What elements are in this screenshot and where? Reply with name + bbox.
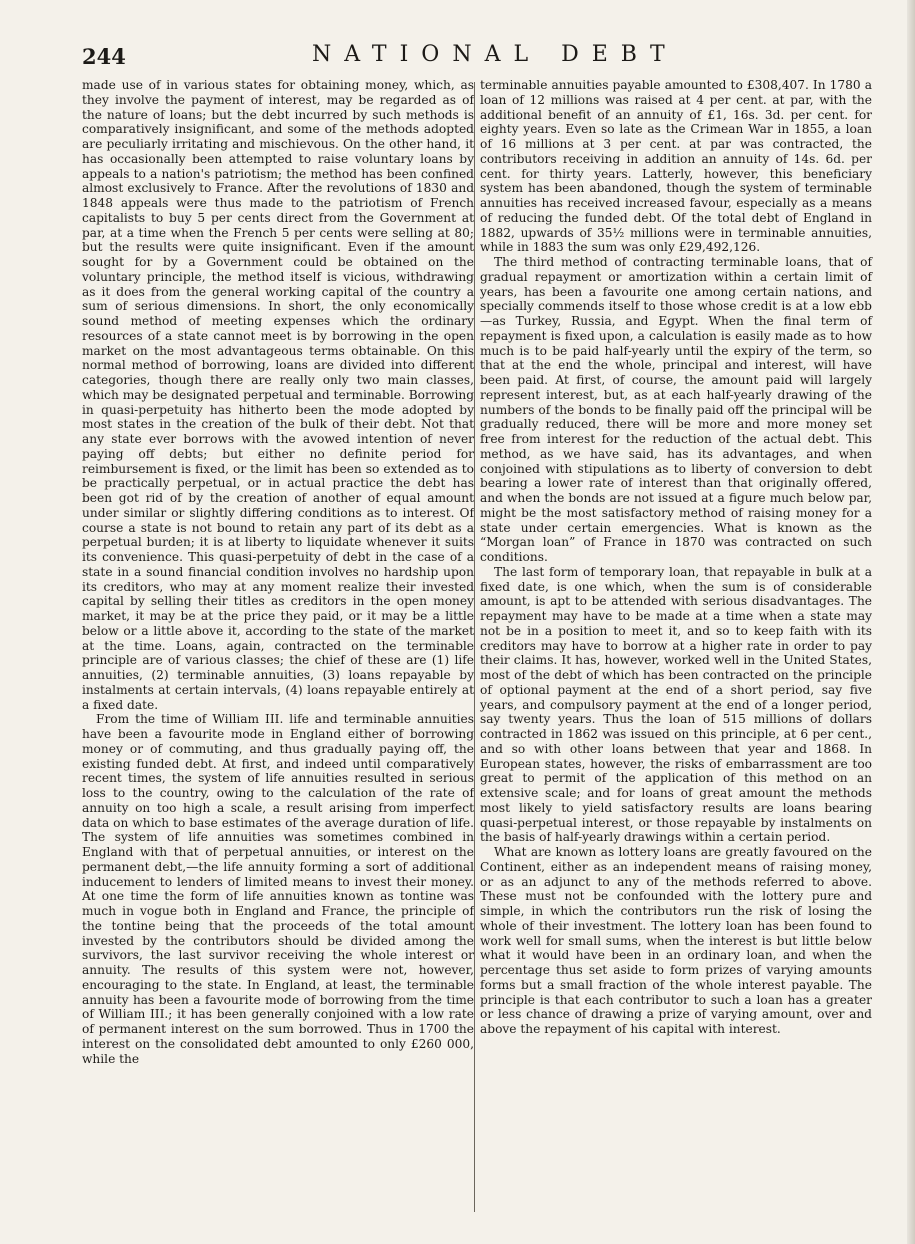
right-column [480,78,872,1037]
paragraph: terminable annuities payable amounted to £308,407. In 1780 a loan of 12 millions was raised at 4 per cent. at par, with the additional benefit of an annuity of £1, 16s. 3d. per cent. for eighty years. Even so late as the Crimean War in 1855, a loan of 16 millions at 3 per cent. at par was contracted, the contributors receiving in addition an annuity of 14s. 6d. per cent. for thirty years. Latterly, however, this beneficiary system has been abandoned, though the system of terminable annuities has received increased favour, especially as a means of reducing the funded debt. Of the total debt of England in 1882, upwards of 35½ millions were in terminable annuities, while in 1883 the sum was only £29,492,126. [480,78,872,255]
paragraph: The third method of contracting terminable loans, that of gradual repayment or amortization within a certain limit of years, has been a favourite one among certain nations, and specially commends itself to those whose credit is at a low ebb—as Turkey, Russia, and Egypt. When the final term of repayment is fixed upon, a calculation is easily made as to how much is to be paid half-yearly until the expiry of the term, so that at the end the whole, principal and interest, will have been paid. At first, of course, the amount paid will largely represent interest, but, as at each half-yearly drawing of the numbers of the bonds to be finally paid off the principal will be gradually reduced, there will be more and more money set free from interest for the reduction of the actual debt. This method, as we have said, has its advantages, and when conjoined with stipulations as to liberty of conversion to debt bearing a lower rate of interest than that originally offered, and when the bonds are not issued at a figure much below par, might be the most satisfactory method of raising money for a state under certain emergencies. What is known as the “Morgan loan” of France in 1870 was contracted on such conditions. [480,255,872,564]
column-divider [474,82,475,1212]
running-title: NATIONAL DEBT [312,42,678,67]
paragraph: made use of in various states for obtaining money, which, as they involve the payment of interest, may be regarded as of the nature of loans; but the debt incurred by such methods is comparatively insignificant, and some of the methods adopted are peculiarly irritating and mischievous. On the other hand, it has occasionally been attempted to raise voluntary loans by appeals to a nation's patriotism; the method has been confined almost exclusively to France. After the revolutions of 1830 and 1848 appeals were thus made to the patriotism of French capitalists to buy 5 per cents direct from the Government at par, at a time when the French 5 per cents were selling at 80; but the results were quite insignificant. Even if the amount sought for by a Government could be obtained on the voluntary principle, the method itself is vicious, withdrawing as it does from the general working capital of the country a sum of serious dimensions. In short, the only economically sound method of meeting expenses which the ordinary resources of a state cannot meet is by borrowing in the open market on the most advantageous terms obtainable. On this normal method of borrowing, loans are divided into different categories, though there are really only two main classes, which may be designated perpetual and terminable. Borrowing in quasi-perpetuity has hitherto been the mode adopted by most states in the creation of the bulk of their debt. Not that any state ever borrows with the avowed intention of never paying off debts; but either no definite period for reimbursement is fixed, or the limit has been so extended as to be practically perpetual, or in actual practice the debt has been got rid of by the creation of another of equal amount under similar or slightly differing conditions as to interest. Of course a state is not bound to retain any part of its debt as a perpetual burden; it is at liberty to liquidate whenever it suits its convenience. This quasi-perpetuity of debt in the case of a state in a sound financial condition involves no hardship upon its creditors, who may at any moment realize their invested capital by selling their titles as creditors in the open money market, it may be at the price they paid, or it may be a little below or a little above it, according to the state of the market at the time. Loans, again, contracted on the terminable principle are of various classes; the chief of these are (1) life annuities, (2) terminable annuities, (3) loans repayable by instalments at certain intervals, (4) loans repayable entirely at a fixed date. [82,78,474,712]
page-edge [907,0,915,1244]
paragraph: The last form of temporary loan, that repayable in bulk at a fixed date, is one which, when the sum is of considerable amount, is apt to be attended with serious disadvantages. The repayment may have to be made at a time when a state may not be in a position to meet it, and so to keep faith with its creditors may have to borrow at a higher rate in order to pay their claims. It has, however, worked well in the United States, most of the debt of which has been contracted on the principle of optional payment at the end of a short period, say five years, and compulsory payment at the end of a longer period, say twenty years. Thus the loan of 515 millions of dollars contracted in 1862 was issued on this principle, at 6 per cent., and so with other loans between that year and 1868. In European states, however, the risks of embarrassment are too great to permit of the application of this method on an extensive scale; and for loans of great amount the methods most likely to yield satisfactory results are loans bearing quasi-perpetual interest, or those repayable by instalments on the basis of half-yearly drawings within a certain period. [480,564,872,845]
page-header [82,40,872,74]
paragraph: From the time of William III. life and terminable annuities have been a favourite mode in England either of borrowing money or of commuting, and thus gradually paying off, the existing funded debt. At first, and indeed until comparatively recent times, the system of life annuities resulted in serious loss to the country, owing to the calculation of the rate of annuity on too high a scale, a result arising from imperfect data on which to base estimates of the average duration of life. The system of life annuities was sometimes combined in England with that of perpetual annuities, or interest on the permanent debt,—the life annuity forming a sort of additional inducement to lenders of limited means to invest their money. At one time the form of life annuities known as tontine was much in vogue both in England and France, the principle of the tontine being that the proceeds of the total amount invested by the contributors should be divided among the survivors, the last survivor receiving the whole interest or annuity. The results of this system were not, however, encouraging to the state. In England, at least, the terminable annuity has been a favourite mode of borrowing from the time of William III.; it has been generally conjoined with a low rate of permanent interest on the sum borrowed. Thus in 1700 the interest on the consolidated debt amounted to only £260 000, while the [82,712,474,1066]
paragraph: What are known as lottery loans are greatly favoured on the Continent, either as an independent means of raising money, or as an adjunct to any of the methods referred to above. These must not be confounded with the lottery pure and simple, in which the contributors run the risk of losing the whole of their investment. The lottery loan has been found to work well for small sums, when the interest is but little below what it would have been in an ordinary loan, and when the percentage thus set aside to form prizes of varying amounts forms but a small fraction of the whole interest payable. The principle is that each contributor to such a loan has a greater or less chance of drawing a prize of varying amount, over and above the repayment of his capital with interest. [480,845,872,1036]
page-number: 244 [82,44,126,69]
left-column [82,78,474,1066]
